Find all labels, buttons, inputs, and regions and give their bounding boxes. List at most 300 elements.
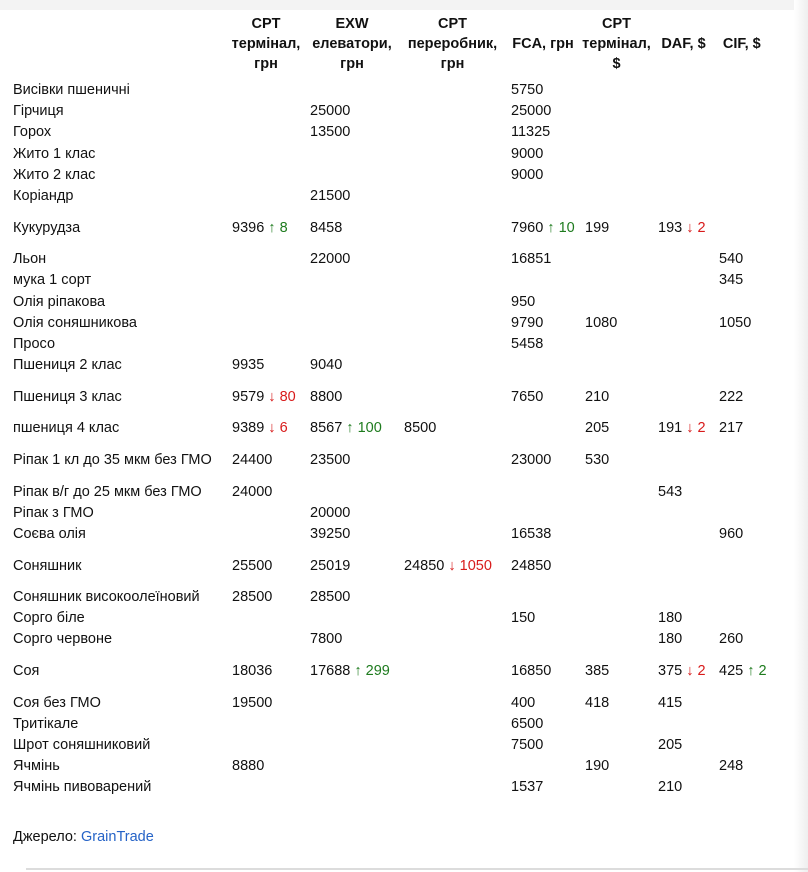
- product-name: Жито 1 клас: [13, 145, 96, 162]
- cell-cpt-processor-uah: [399, 608, 506, 629]
- change-down: [448, 558, 492, 574]
- cell-cpt-processor-uah: [399, 122, 506, 143]
- table-row: [8, 334, 770, 355]
- cell-cpt-terminal-uah: [227, 608, 305, 629]
- cell-cpt-processor-uah: [399, 101, 506, 122]
- cell-cpt-terminal-uah: [227, 756, 305, 777]
- price-value: 16850: [511, 663, 552, 680]
- header-cpt-processor-uah: CPT переробник, грн: [407, 16, 498, 72]
- cell-cpt-terminal-usd: [580, 756, 653, 777]
- cell-cpt-terminal-uah: [227, 207, 305, 249]
- cell-cpt-terminal-uah: [227, 587, 305, 608]
- product-name: Шрот соняшниковий: [13, 737, 151, 754]
- change-delta: 2: [758, 663, 767, 680]
- cell-cpt-terminal-usd: [580, 418, 653, 439]
- cell-cif-usd: [714, 355, 770, 376]
- table-row: [8, 165, 770, 186]
- arrow-up-icon: ↑: [346, 420, 354, 437]
- cell-cpt-terminal-usd: [580, 313, 653, 334]
- change-up: [268, 220, 287, 236]
- cell-fca-uah: [506, 735, 580, 756]
- product-name: Ячмінь: [13, 758, 60, 775]
- cell-cpt-terminal-uah: [227, 334, 305, 355]
- scroll-edge: [794, 0, 808, 872]
- cell-exw-elevators-uah: [305, 80, 399, 101]
- product-name: Соняшник високоолеїновий: [13, 589, 200, 606]
- price-value: 425: [719, 663, 744, 680]
- cell-daf-usd: [653, 355, 714, 376]
- price-value: 39250: [310, 525, 351, 542]
- table-row: [8, 292, 770, 313]
- price-value: 5750: [511, 82, 544, 99]
- table-row: [8, 481, 770, 502]
- change-delta: 2: [697, 663, 706, 680]
- cell-daf-usd: [653, 418, 714, 439]
- price-value: 415: [658, 694, 683, 711]
- arrow-down-icon: ↓: [448, 557, 456, 574]
- cell-cpt-processor-uah: [399, 334, 506, 355]
- product-name: пшениця 4 клас: [13, 420, 120, 437]
- arrow-down-icon: ↓: [686, 420, 694, 437]
- cell-cpt-terminal-uah: [227, 313, 305, 334]
- cell-cif-usd: [714, 292, 770, 313]
- cell-cpt-processor-uah: [399, 144, 506, 165]
- table-row: [8, 144, 770, 165]
- cell-cpt-terminal-uah: [227, 292, 305, 313]
- cell-cpt-terminal-usd: [580, 524, 653, 545]
- price-value: 23000: [511, 451, 552, 468]
- price-value: 530: [585, 451, 610, 468]
- change-down: [686, 420, 705, 436]
- cell-cpt-processor-uah: [399, 693, 506, 714]
- table-row: [8, 693, 770, 714]
- table-row: [8, 756, 770, 777]
- change-delta: 2: [697, 420, 706, 437]
- cell-cpt-terminal-usd: [580, 439, 653, 481]
- source-link[interactable]: GrainTrade: [80, 829, 154, 845]
- header-cpt-terminal-usd: CPT термінал, $: [582, 16, 651, 72]
- cell-cpt-processor-uah: [399, 80, 506, 101]
- cell-fca-uah: [506, 334, 580, 355]
- cell-fca-uah: [506, 101, 580, 122]
- cell-cif-usd: [714, 249, 770, 270]
- price-value: 24000: [232, 483, 273, 500]
- top-bar: [0, 0, 808, 10]
- cell-cif-usd: [714, 608, 770, 629]
- cell-cif-usd: [714, 122, 770, 143]
- cell-cpt-processor-uah: [399, 439, 506, 481]
- cell-exw-elevators-uah: [305, 735, 399, 756]
- cell-daf-usd: [653, 629, 714, 650]
- cell-cpt-processor-uah: [399, 714, 506, 735]
- product-name: Жито 2 клас: [13, 166, 96, 183]
- cell-cpt-processor-uah: [399, 270, 506, 291]
- header-product: [8, 14, 227, 80]
- price-value: 543: [658, 483, 683, 500]
- product-name: мука 1 сорт: [13, 272, 92, 289]
- product-name: Пшениця 3 клас: [13, 388, 122, 405]
- cell-cif-usd: [714, 334, 770, 355]
- change-delta: 6: [279, 420, 288, 437]
- cell-exw-elevators-uah: [305, 756, 399, 777]
- arrow-up-icon: ↑: [354, 663, 362, 680]
- price-value: 21500: [310, 188, 351, 205]
- price-value: 6500: [511, 715, 544, 732]
- cell-cif-usd: [714, 165, 770, 186]
- header-fca-uah: FCA, грн: [512, 36, 574, 52]
- price-value: 375: [658, 663, 683, 680]
- price-value: 23500: [310, 451, 351, 468]
- price-value: 9000: [511, 145, 544, 162]
- cell-cpt-terminal-usd: [580, 355, 653, 376]
- change-up: [354, 663, 389, 679]
- price-value: 16851: [511, 251, 552, 268]
- cell-cpt-terminal-uah: [227, 693, 305, 714]
- change-delta: 80: [279, 388, 296, 405]
- change-up: [747, 663, 766, 679]
- table-row: [8, 777, 770, 798]
- cell-exw-elevators-uah: [305, 355, 399, 376]
- price-value: 7800: [310, 631, 343, 648]
- table-row: [8, 122, 770, 143]
- table-row: [8, 101, 770, 122]
- cell-cpt-processor-uah: [399, 186, 506, 207]
- change-down: [268, 420, 287, 436]
- price-value: 9000: [511, 166, 544, 183]
- table-row: [8, 80, 770, 101]
- cell-cpt-terminal-usd: [580, 714, 653, 735]
- cell-exw-elevators-uah: [305, 418, 399, 439]
- cell-exw-elevators-uah: [305, 524, 399, 545]
- cell-exw-elevators-uah: [305, 629, 399, 650]
- cell-daf-usd: [653, 503, 714, 524]
- cell-daf-usd: [653, 144, 714, 165]
- price-value: 25019: [310, 557, 351, 574]
- source-label: Джерело:: [13, 829, 77, 845]
- cell-fca-uah: [506, 545, 580, 587]
- cell-cpt-terminal-uah: [227, 524, 305, 545]
- product-name: Льон: [13, 251, 47, 268]
- cell-exw-elevators-uah: [305, 503, 399, 524]
- price-value: 1537: [511, 779, 544, 796]
- table-row: [8, 207, 770, 249]
- cell-daf-usd: [653, 608, 714, 629]
- cell-daf-usd: [653, 756, 714, 777]
- price-value: 24850: [404, 557, 445, 574]
- price-value: 1080: [585, 314, 618, 331]
- product-name: Просо: [13, 335, 56, 352]
- cell-cif-usd: [714, 629, 770, 650]
- arrow-down-icon: ↓: [268, 388, 276, 405]
- table-row: [8, 249, 770, 270]
- product-name: Соя без ГМО: [13, 694, 101, 711]
- cell-fca-uah: [506, 587, 580, 608]
- arrow-down-icon: ↓: [686, 219, 694, 236]
- cell-fca-uah: [506, 777, 580, 798]
- cell-cpt-terminal-usd: [580, 481, 653, 502]
- cell-exw-elevators-uah: [305, 608, 399, 629]
- price-value: 5458: [511, 335, 544, 352]
- cell-cpt-terminal-usd: [580, 587, 653, 608]
- price-value: 16538: [511, 525, 552, 542]
- price-value: 199: [585, 219, 610, 236]
- price-value: 9396: [232, 219, 265, 236]
- cell-fca-uah: [506, 292, 580, 313]
- table-row: [8, 629, 770, 650]
- cell-cif-usd: [714, 503, 770, 524]
- price-value: 28500: [310, 589, 351, 606]
- cell-daf-usd: [653, 207, 714, 249]
- cell-fca-uah: [506, 651, 580, 693]
- arrow-up-icon: ↑: [747, 663, 755, 680]
- cell-cpt-terminal-uah: [227, 270, 305, 291]
- price-value: 205: [658, 737, 683, 754]
- cell-exw-elevators-uah: [305, 144, 399, 165]
- change-delta: 10: [558, 219, 575, 236]
- cell-cpt-terminal-uah: [227, 629, 305, 650]
- cell-cpt-processor-uah: [399, 355, 506, 376]
- price-value: 9040: [310, 357, 343, 374]
- cell-exw-elevators-uah: [305, 122, 399, 143]
- table-row: [8, 376, 770, 418]
- cell-cif-usd: [714, 270, 770, 291]
- cell-cpt-processor-uah: [399, 524, 506, 545]
- cell-cif-usd: [714, 714, 770, 735]
- cell-exw-elevators-uah: [305, 207, 399, 249]
- cell-cpt-terminal-uah: [227, 186, 305, 207]
- cell-cpt-terminal-usd: [580, 292, 653, 313]
- cell-fca-uah: [506, 355, 580, 376]
- cell-fca-uah: [506, 524, 580, 545]
- cell-cpt-terminal-uah: [227, 439, 305, 481]
- cell-daf-usd: [653, 270, 714, 291]
- cell-cpt-terminal-uah: [227, 101, 305, 122]
- price-value: 24400: [232, 451, 273, 468]
- cell-daf-usd: [653, 376, 714, 418]
- table-row: [8, 587, 770, 608]
- cell-cpt-terminal-usd: [580, 777, 653, 798]
- cell-cpt-terminal-usd: [580, 735, 653, 756]
- cell-exw-elevators-uah: [305, 587, 399, 608]
- price-value: 180: [658, 631, 683, 648]
- price-value: 950: [511, 293, 536, 310]
- price-value: 19500: [232, 694, 273, 711]
- cell-exw-elevators-uah: [305, 651, 399, 693]
- price-value: 210: [585, 388, 610, 405]
- cell-exw-elevators-uah: [305, 481, 399, 502]
- price-value: 960: [719, 525, 744, 542]
- cell-cpt-terminal-usd: [580, 186, 653, 207]
- cell-fca-uah: [506, 418, 580, 439]
- cell-fca-uah: [506, 122, 580, 143]
- product-name: Горох: [13, 124, 52, 141]
- price-value: 7650: [511, 388, 544, 405]
- cell-cpt-terminal-usd: [580, 376, 653, 418]
- product-name: Кукурудза: [13, 219, 81, 236]
- price-value: 28500: [232, 589, 273, 606]
- table-row: [8, 503, 770, 524]
- price-value: 217: [719, 420, 744, 437]
- price-value: 260: [719, 631, 744, 648]
- price-value: 7500: [511, 737, 544, 754]
- change-down: [686, 663, 705, 679]
- cell-exw-elevators-uah: [305, 334, 399, 355]
- table-row: [8, 651, 770, 693]
- price-value: 11325: [511, 124, 551, 141]
- table-row: [8, 439, 770, 481]
- cell-daf-usd: [653, 777, 714, 798]
- cell-daf-usd: [653, 524, 714, 545]
- price-value: 8500: [404, 420, 437, 437]
- table-row: [8, 524, 770, 545]
- cell-cpt-terminal-uah: [227, 80, 305, 101]
- table-row: [8, 355, 770, 376]
- price-value: 418: [585, 694, 610, 711]
- cell-cpt-terminal-usd: [580, 270, 653, 291]
- product-name: Висівки пшеничні: [13, 82, 130, 99]
- price-value: 9389: [232, 420, 265, 437]
- cell-daf-usd: [653, 186, 714, 207]
- cell-daf-usd: [653, 545, 714, 587]
- change-delta: 299: [365, 663, 390, 680]
- source-line: [13, 829, 154, 845]
- price-value: 22000: [310, 251, 351, 268]
- product-name: Ріпак в/г до 25 мкм без ГМО: [13, 483, 202, 500]
- price-value: 180: [658, 610, 683, 627]
- price-value: 9579: [232, 388, 265, 405]
- price-value: 222: [719, 388, 744, 405]
- cell-cpt-processor-uah: [399, 503, 506, 524]
- cell-cpt-terminal-uah: [227, 165, 305, 186]
- price-value: 205: [585, 420, 610, 437]
- price-value: 24850: [511, 557, 552, 574]
- cell-fca-uah: [506, 608, 580, 629]
- cell-fca-uah: [506, 756, 580, 777]
- cell-cpt-terminal-usd: [580, 334, 653, 355]
- cell-fca-uah: [506, 503, 580, 524]
- price-value: 8800: [310, 388, 343, 405]
- change-up: [346, 420, 381, 436]
- cell-cif-usd: [714, 587, 770, 608]
- cell-exw-elevators-uah: [305, 186, 399, 207]
- cell-daf-usd: [653, 122, 714, 143]
- cell-fca-uah: [506, 207, 580, 249]
- cell-cpt-terminal-uah: [227, 503, 305, 524]
- cell-cif-usd: [714, 735, 770, 756]
- cell-fca-uah: [506, 693, 580, 714]
- price-value: 345: [719, 272, 744, 289]
- product-name: Ріпак з ГМО: [13, 504, 94, 521]
- cell-cif-usd: [714, 545, 770, 587]
- product-name: Сорго червоне: [13, 631, 113, 648]
- cell-cif-usd: [714, 693, 770, 714]
- cell-cif-usd: [714, 524, 770, 545]
- cell-daf-usd: [653, 651, 714, 693]
- cell-daf-usd: [653, 714, 714, 735]
- cell-cpt-processor-uah: [399, 418, 506, 439]
- cell-cpt-processor-uah: [399, 249, 506, 270]
- cell-exw-elevators-uah: [305, 292, 399, 313]
- cell-cpt-terminal-uah: [227, 355, 305, 376]
- cell-cpt-processor-uah: [399, 165, 506, 186]
- price-value: 8458: [310, 219, 343, 236]
- product-name: Коріандр: [13, 188, 74, 205]
- header-daf-usd: DAF, $: [661, 36, 706, 52]
- table-row: [8, 313, 770, 334]
- cell-daf-usd: [653, 481, 714, 502]
- cell-cif-usd: [714, 376, 770, 418]
- cell-cpt-terminal-usd: [580, 207, 653, 249]
- price-value: 25500: [232, 557, 273, 574]
- price-value: 1050: [719, 314, 752, 331]
- product-name: Пшениця 2 клас: [13, 357, 122, 374]
- cell-cpt-terminal-usd: [580, 608, 653, 629]
- price-value: 13500: [310, 124, 351, 141]
- cell-cpt-terminal-uah: [227, 249, 305, 270]
- cell-cif-usd: [714, 186, 770, 207]
- cell-cpt-processor-uah: [399, 481, 506, 502]
- product-name: Сорго біле: [13, 610, 85, 627]
- cell-daf-usd: [653, 735, 714, 756]
- cell-exw-elevators-uah: [305, 270, 399, 291]
- price-value: 190: [585, 758, 610, 775]
- price-value: 25000: [511, 103, 552, 120]
- price-value: 18036: [232, 663, 273, 680]
- cell-exw-elevators-uah: [305, 714, 399, 735]
- price-value: 9935: [232, 357, 265, 374]
- change-down: [268, 389, 295, 405]
- product-name: Тритікале: [13, 715, 79, 732]
- cell-cif-usd: [714, 144, 770, 165]
- price-value: 25000: [310, 103, 351, 120]
- cell-cpt-terminal-uah: [227, 651, 305, 693]
- cell-cif-usd: [714, 651, 770, 693]
- cell-exw-elevators-uah: [305, 249, 399, 270]
- cell-cpt-terminal-uah: [227, 777, 305, 798]
- header-cif-usd: CIF, $: [722, 36, 761, 52]
- cell-fca-uah: [506, 144, 580, 165]
- cell-cif-usd: [714, 313, 770, 334]
- cell-daf-usd: [653, 292, 714, 313]
- cell-exw-elevators-uah: [305, 313, 399, 334]
- cell-cpt-processor-uah: [399, 545, 506, 587]
- price-value: 7960: [511, 219, 544, 236]
- cell-cpt-terminal-usd: [580, 144, 653, 165]
- price-value: 248: [719, 758, 744, 775]
- product-name: Гірчиця: [13, 103, 64, 120]
- cell-cpt-terminal-uah: [227, 714, 305, 735]
- product-name: Олія соняшникова: [13, 314, 137, 331]
- table-row: [8, 545, 770, 587]
- cell-cpt-processor-uah: [399, 735, 506, 756]
- cell-cpt-terminal-usd: [580, 101, 653, 122]
- cell-daf-usd: [653, 165, 714, 186]
- cell-cpt-processor-uah: [399, 292, 506, 313]
- cell-daf-usd: [653, 313, 714, 334]
- cell-fca-uah: [506, 165, 580, 186]
- table-header-row: [8, 14, 770, 80]
- cell-cpt-terminal-uah: [227, 545, 305, 587]
- cell-fca-uah: [506, 629, 580, 650]
- cell-cpt-terminal-usd: [580, 249, 653, 270]
- price-table: [8, 14, 770, 799]
- arrow-down-icon: ↓: [686, 663, 694, 680]
- change-delta: 2: [697, 219, 706, 236]
- cell-cpt-terminal-uah: [227, 376, 305, 418]
- product-name: Олія ріпакова: [13, 293, 106, 310]
- cell-cpt-terminal-usd: [580, 122, 653, 143]
- cell-fca-uah: [506, 714, 580, 735]
